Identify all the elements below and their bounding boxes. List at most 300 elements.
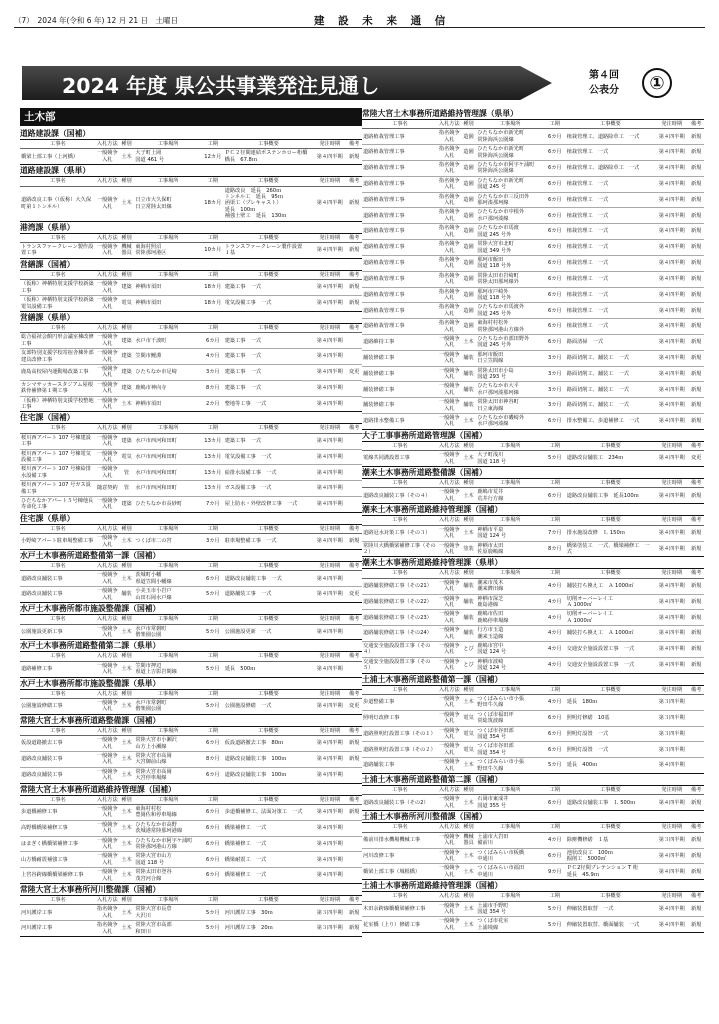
table-cell: つくばみらい市小張 野田牛久線 — [476, 695, 544, 711]
table-cell: 一般競争入札 — [438, 611, 460, 624]
table-cell — [346, 396, 362, 412]
table-row — [362, 287, 704, 303]
table-cell: 路面切削工、舗装工 一式 — [566, 382, 655, 398]
table-cell: （仮称）神栖特別支援学校整地工事 — [21, 397, 94, 410]
column-header: 工期 — [544, 441, 566, 450]
table-cell: 第４四半期 — [655, 176, 688, 192]
table-cell: 6カ月 — [544, 303, 566, 319]
table-cell: 花室橋（上り）修繕工事 — [363, 921, 421, 928]
table-cell: 指名競争入札 — [438, 225, 460, 238]
column-header: 入札方法 — [96, 271, 118, 278]
table-cell: 常陸川大橋橋梁補修工事（その２） — [363, 542, 436, 555]
table-cell: 管 — [119, 481, 135, 497]
column-header: 発注時期 — [313, 140, 346, 149]
table-cell: 6カ月 — [547, 492, 562, 499]
column-header: 工事名 — [20, 615, 96, 624]
table-cell: 路面切削工、舗装工 一式 — [566, 366, 655, 382]
column-header: 備考 — [688, 479, 704, 488]
page-title: 2024 年度 県公共事業発注見通し — [62, 74, 380, 98]
column-header: 工事場所 — [134, 689, 202, 698]
table-cell: 新規 — [688, 287, 704, 303]
table-cell: 道路舗装修繕工事（その22） — [362, 594, 438, 610]
column-header: 種別 — [119, 896, 135, 905]
table-row — [362, 334, 704, 350]
table-cell: 舗装修繕工事 — [362, 366, 438, 382]
column-header: 工事名 — [362, 479, 438, 488]
table-cell: つくばみらい市福田 中通川 — [477, 865, 525, 878]
table-cell: 土木 — [121, 665, 132, 672]
column-header: 工期 — [202, 726, 224, 735]
table-cell: 変更 — [348, 591, 360, 598]
table-cell: 一般競争入札 — [96, 869, 118, 882]
project-table — [20, 524, 362, 550]
table-cell: 一般競争入札 — [438, 902, 460, 915]
table-cell: 一般競争入札 — [96, 662, 118, 676]
table-cell: 常陸大宮市長倉 大沢川 — [134, 905, 202, 921]
table-cell — [346, 481, 362, 497]
column-header: 工事場所 — [476, 786, 544, 795]
badge-text — [580, 68, 628, 98]
table-cell: 5カ月 — [205, 628, 220, 635]
table-cell: 備前川排水機場機械工事 — [362, 832, 438, 848]
table-cell: 8カ月 — [202, 751, 224, 767]
column-header: 工事概要 — [566, 786, 655, 795]
table-cell: 行方市玉造 潮来玉造線 — [476, 626, 544, 642]
table-row — [20, 243, 362, 259]
table-cell: 第４四半期 — [658, 762, 685, 769]
table-cell: 橋梁耐震工 一式 — [224, 852, 313, 868]
column-header: 工事概要 — [224, 524, 313, 533]
column-header: 工事名 — [20, 233, 96, 242]
table-cell: 第４四半期 — [313, 852, 346, 868]
column-header: 備考 — [688, 516, 704, 525]
table-row — [20, 836, 362, 852]
table-cell: 道路植栽管理工事 — [362, 255, 438, 271]
table-cell: ひたちなか市大平 水戸那珂湊那珂線 — [476, 382, 544, 398]
section-heading: 常陸大宮土木事務所道路維持管理課（県単） — [362, 109, 518, 118]
table-cell: 第４四半期 — [313, 380, 346, 396]
column-header: 工事場所 — [476, 569, 544, 578]
column-header: 工期 — [202, 795, 224, 804]
table-cell: 大子町浅川 国道 118 号 — [477, 452, 507, 465]
table-cell: 土木 — [119, 751, 135, 767]
table-cell: 上宮谷跨線橋橋梁補修工事 — [21, 872, 84, 879]
table-cell: 水戸市千波町 — [134, 333, 202, 349]
table-cell: 土木 — [119, 852, 135, 868]
column-header: 種別 — [461, 823, 477, 832]
table-cell: 道路排水整備工事 — [363, 418, 405, 425]
table-cell — [346, 852, 362, 868]
section-heading: 営繕課（県単） — [20, 312, 75, 322]
table-cell: 建築 — [119, 433, 135, 449]
table-header-row — [362, 823, 704, 832]
table-cell: 一般競争入札 — [438, 833, 460, 847]
table-row — [20, 333, 362, 349]
table-cell: ひたちなか市中根外 水戸那珂湊線 — [476, 208, 544, 224]
table-cell: 第４四半期 — [313, 481, 346, 497]
table-cell: 6カ月 — [544, 161, 566, 177]
table-cell: 常陸大宮市高岡 大宮停車場線 — [135, 768, 172, 782]
table-cell: 舗装 — [461, 626, 477, 642]
table-header-row — [362, 892, 704, 901]
table-cell: 12カ月 — [204, 153, 222, 160]
table-cell: 植栽管理工 一式 — [566, 303, 655, 319]
column-header: 種別 — [119, 323, 135, 332]
table-cell: 土木 — [461, 525, 477, 541]
table-header-row — [362, 685, 704, 694]
table-row — [362, 657, 704, 673]
table-cell: 笠間市押辺 県道上吉影岩間線 — [135, 662, 177, 676]
table-cell: 第４四半期 — [316, 771, 343, 778]
table-cell: 第４四半期 — [655, 240, 688, 256]
table-cell: 一般競争入札 — [96, 197, 118, 210]
table-cell: 水戸市西河和田町 — [134, 433, 202, 449]
table-cell: 第４四半期 — [658, 455, 685, 462]
project-table — [20, 689, 362, 715]
table-cell: 新規 — [688, 176, 704, 192]
table-cell: 神栖市深芝 鹿島港線 — [476, 594, 544, 610]
table-cell: 第４四半期 — [655, 192, 688, 208]
table-cell: 水戸市西河和田町 — [134, 465, 202, 481]
column-header: 工事概要 — [566, 569, 655, 578]
table-cell: （仮称）神栖特別支援学校新築工事 — [20, 280, 96, 296]
table-row — [362, 594, 704, 610]
table-cell: 新規 — [688, 129, 704, 145]
column-header: 工事名 — [20, 140, 96, 149]
table-cell: 第４四半期 — [316, 200, 343, 207]
column-header: 工事場所 — [476, 441, 544, 450]
table-cell: 第４四半期 — [655, 610, 688, 626]
table-cell — [688, 726, 704, 742]
table-row — [362, 610, 704, 626]
table-cell: 一般競争入札 — [438, 452, 460, 465]
table-cell: 道路照明灯設置工事（その１） — [362, 726, 438, 742]
column-header: 発注時期 — [313, 896, 346, 905]
table-cell: 変更 — [690, 455, 702, 462]
table-cell: 舗装 — [461, 594, 477, 610]
column-header: 工事概要 — [224, 323, 313, 332]
table-cell: 一般競争入札 — [438, 542, 460, 555]
table-cell: 新規 — [346, 280, 362, 296]
column-header: 種別 — [461, 569, 477, 578]
table-row — [362, 864, 704, 880]
table-cell: 一般競争入札 — [96, 244, 118, 257]
table-cell: 新規 — [688, 224, 704, 240]
table-cell: 一般競争入札 — [96, 768, 118, 782]
table-cell: 一般競争入札 — [96, 365, 118, 379]
table-cell: 第４四半期 — [313, 736, 346, 752]
table-cell: 土木 — [463, 492, 474, 499]
table-cell: 造園 — [461, 224, 477, 240]
table-cell: 第４四半期 — [655, 626, 688, 642]
table-cell: 指名競争入札 — [438, 304, 460, 317]
table-row — [20, 868, 362, 884]
table-cell: 一般競争入札 — [96, 334, 118, 347]
table-cell: 神栖市須田 — [135, 300, 162, 307]
table-cell: 常陸太田市神谷町 日立東海線 — [476, 398, 544, 414]
table-cell: 植栽管理工、道路除草工 一式 — [566, 129, 655, 145]
table-cell: 新規 — [688, 161, 704, 177]
table-cell: 6カ月 — [202, 333, 224, 349]
table-cell: 土木 — [119, 820, 135, 836]
table-cell: 6カ月 — [544, 176, 566, 192]
table-cell — [688, 758, 704, 774]
table-cell: 造園 — [461, 303, 477, 319]
table-cell: 小野崎アパート駐車場整備工事 — [21, 538, 94, 545]
table-header-row — [362, 786, 704, 795]
table-cell: 道路植栽管理工事 — [362, 319, 438, 335]
column-header: 工事場所 — [134, 524, 202, 533]
table-cell: 歩道橋補修工事 — [20, 805, 96, 821]
table-cell: 9カ月 — [547, 868, 562, 875]
table-cell: 道路補修工事 — [21, 665, 53, 672]
table-cell: 道路植栽管理工事 — [362, 287, 438, 303]
column-header: 入札方法 — [96, 425, 118, 432]
column-header: 工期 — [202, 323, 224, 332]
table-row — [20, 820, 362, 836]
table-cell — [346, 661, 362, 677]
table-cell: 6カ月 — [544, 710, 566, 726]
table-cell: 建築工事 一式 — [224, 280, 313, 296]
section-heading: 水戸土木事務所道路整備第二課（県単） — [20, 641, 161, 651]
table-cell: 照明灯設置 一式 — [566, 726, 655, 742]
table-row — [20, 497, 362, 513]
table-cell: 新規 — [688, 255, 704, 271]
table-cell: 新規 — [688, 319, 704, 335]
table-cell — [346, 465, 362, 481]
column-header: 種別 — [119, 424, 135, 433]
table-cell: 東海村村松外 常陸那珂港山方線外 — [476, 319, 544, 335]
project-table — [362, 515, 704, 557]
table-cell: 路面切削工、舗装工 一式 — [566, 350, 655, 366]
table-cell: 第４四半期 — [655, 334, 688, 350]
table-cell: 13カ月 — [202, 433, 224, 449]
column-header: 発注時期 — [655, 685, 688, 694]
column-header: 入札方法 — [438, 121, 460, 127]
table-cell: 新規 — [688, 578, 704, 594]
table-row — [362, 917, 704, 933]
table-cell: 桜川西アパート 107 号棟電気設備工事 — [20, 449, 96, 465]
column-header: 工事概要 — [224, 177, 313, 186]
table-cell: 一般競争入札 — [438, 711, 460, 725]
table-header-row — [362, 569, 704, 578]
table-cell: 4カ月 — [544, 641, 566, 657]
table-row — [20, 661, 362, 677]
table-cell: 伸縮装置取替、橋面舗装 一式 — [566, 921, 640, 928]
table-cell: 新規 — [346, 905, 362, 921]
project-table — [362, 441, 704, 467]
column-header: 工事名 — [362, 569, 438, 578]
column-header: 発注時期 — [313, 233, 346, 242]
table-cell: 第３四半期 — [655, 695, 688, 711]
table-cell: 電気 — [119, 449, 135, 465]
table-cell: 第４四半期 — [316, 665, 343, 672]
table-row — [20, 852, 362, 868]
table-cell: 指名競争入札 — [438, 272, 460, 286]
table-cell: 土木 — [463, 868, 474, 875]
column-header: 備考 — [688, 685, 704, 694]
column-header: 工期 — [202, 896, 224, 905]
column-header: 種別 — [119, 270, 135, 279]
table-cell: 道路冠水対策工事（その３） — [362, 525, 438, 541]
table-cell: 3カ月 — [544, 350, 566, 366]
table-cell: 一般競争入札 — [96, 434, 118, 448]
table-cell: 6カ月 — [544, 145, 566, 161]
table-cell: 一般競争入札 — [96, 281, 118, 294]
column-header: 入札方法 — [96, 727, 118, 734]
table-cell: ひたちなか市新光町 国道 245 号 — [476, 176, 544, 192]
table-cell: 4カ月 — [544, 695, 566, 711]
column-header: 工事概要 — [224, 896, 313, 905]
table-row — [362, 224, 704, 240]
table-cell: 神栖市須田 — [134, 280, 202, 296]
project-table — [20, 726, 362, 784]
table-cell: 建築工事 一式 — [224, 380, 313, 396]
table-cell: 水戸市常磐町 偕楽園公園 — [135, 699, 167, 713]
table-row — [362, 488, 704, 504]
table-cell — [688, 710, 704, 726]
column-header: 種別 — [119, 177, 135, 186]
table-cell: 10カ月 — [204, 247, 222, 254]
table-cell: 新規 — [690, 799, 702, 806]
column-header: 種別 — [461, 892, 477, 901]
column-header: 工事場所 — [134, 323, 202, 332]
table-cell: 新規 — [690, 418, 702, 425]
table-cell: 第４四半期 — [655, 145, 688, 161]
table-cell: 新規 — [688, 208, 704, 224]
table-cell: 新規 — [688, 382, 704, 398]
table-cell: 新規 — [348, 538, 360, 545]
table-cell: 18カ月 — [204, 200, 222, 207]
table-cell: 河川護岸工事 — [20, 905, 96, 921]
section-heading: 潮来土木事務所道路維持管理課（国補） — [362, 505, 503, 515]
table-cell: 仮設道路撤去工事 80ｍ — [224, 736, 313, 752]
table-cell: 池状改良工 100ｍ 掘削工 5000㎥ — [566, 848, 655, 864]
table-cell: 潮来市茂木 潮来鉾田線 — [476, 578, 544, 594]
table-cell: 新規 — [348, 300, 360, 307]
table-row — [20, 186, 362, 221]
table-cell: 鹿嶋市神向寺 — [134, 380, 202, 396]
table-cell: 道路舗装工事 — [363, 762, 395, 769]
section-heading: 潮来土木事務所道路整備課（国補） — [362, 468, 487, 478]
table-row — [362, 255, 704, 271]
table-row — [20, 380, 362, 396]
table-cell — [688, 742, 704, 758]
table-header-row — [362, 120, 704, 129]
table-cell — [346, 571, 362, 587]
table-header-row — [20, 177, 362, 186]
column-header: 工期 — [202, 615, 224, 624]
table-cell: 日立市大久保町 日立常陸太田線 — [135, 197, 172, 210]
column-header: 備考 — [346, 726, 362, 735]
table-cell: 一般競争入札 — [96, 588, 118, 601]
table-cell: つくばみらい市小張 野田牛久線 — [477, 759, 525, 772]
table-cell: とび — [463, 661, 474, 668]
column-header: 工期 — [202, 689, 224, 698]
table-cell: 造園 — [461, 176, 477, 192]
table-cell: 新規 — [688, 240, 704, 256]
table-cell: 河川護岸工事 — [21, 925, 53, 932]
table-cell: 植栽管理工 一式 — [566, 208, 655, 224]
table-cell: 神栖市波崎 国道 124 号 — [477, 658, 507, 672]
table-cell: 6カ月 — [544, 319, 566, 335]
table-cell: ひたちなか市部田野外 国道 245 号外 — [476, 334, 544, 350]
table-cell: 第３四半期 — [655, 742, 688, 758]
table-cell: 新規 — [688, 366, 704, 382]
table-cell: 5カ月 — [547, 455, 562, 462]
section-heading: 水戸土木事務所都市施設整備課（国補） — [20, 604, 161, 614]
column-header: 入札方法 — [96, 616, 118, 623]
column-header: 入札方法 — [438, 787, 460, 794]
table-cell — [346, 868, 362, 884]
table-cell: 道路改良舗装工事 延長100ｍ — [566, 492, 639, 499]
table-cell: 道路植栽管理工事 — [362, 129, 438, 145]
table-cell: 屋上防水・外壁改修工事 一式 — [224, 501, 298, 508]
table-cell: 道路改良舗装工事 — [20, 751, 96, 767]
column-header: 種別 — [119, 140, 135, 149]
table-cell: 橋梁上部工事（上河橋） — [21, 153, 79, 160]
table-cell: 道路植栽管理工事 — [362, 192, 438, 208]
table-cell: 第４四半期 — [313, 449, 346, 465]
column-header: 備考 — [346, 177, 362, 186]
project-table — [20, 795, 362, 884]
table-row — [362, 382, 704, 398]
table-cell: 道路改良舗装工事 100ｍ — [224, 751, 313, 767]
table-cell: 造園 — [461, 240, 477, 256]
column-header: 工事概要 — [224, 424, 313, 433]
column-header: 工事場所 — [476, 120, 544, 129]
column-header: 工事場所 — [476, 479, 544, 488]
table-cell: 3カ月 — [202, 364, 224, 380]
table-row — [362, 578, 704, 594]
project-table — [20, 561, 362, 603]
table-cell: 土木 — [119, 805, 135, 821]
table-cell: 新規 — [346, 751, 362, 767]
table-cell: 交通安全施設設置工事（その４） — [362, 641, 438, 657]
column-header: 入札方法 — [438, 442, 460, 449]
column-header: 工事場所 — [134, 233, 202, 242]
table-cell: 新規 — [688, 832, 704, 848]
table-cell: 照明灯修繕 10基 — [566, 710, 655, 726]
table-row — [362, 129, 704, 145]
table-header-row — [362, 479, 704, 488]
table-cell: 管 — [119, 465, 135, 481]
column-header: 工事場所 — [134, 270, 202, 279]
column-header: 入札方法 — [96, 653, 118, 660]
column-header: 工事場所 — [476, 892, 544, 901]
table-cell: 照明灯設置 一式 — [566, 742, 655, 758]
project-table — [20, 323, 362, 412]
table-cell: 第４四半期 — [655, 224, 688, 240]
table-row — [20, 624, 362, 640]
table-cell: 第４四半期 — [655, 366, 688, 382]
table-cell: 鹿嶋市宮中 国道 124 号 — [476, 641, 544, 657]
table-cell: ガス設備工事 一式 — [224, 481, 313, 497]
table-row — [362, 451, 704, 467]
table-cell: 土木 — [119, 571, 135, 587]
table-cell: 土木 — [121, 153, 132, 160]
table-cell: 新規 — [688, 641, 704, 657]
table-cell: 第３四半期 — [655, 832, 688, 848]
column-header: 種別 — [461, 786, 477, 795]
table-row — [362, 626, 704, 642]
column-header: 発注時期 — [655, 786, 688, 795]
column-header: 工期 — [544, 685, 566, 694]
table-cell: 5カ月 — [547, 762, 562, 769]
table-cell: 道路植栽管理工事 — [362, 271, 438, 287]
table-cell: 6カ月 — [544, 192, 566, 208]
column-header: 工期 — [202, 562, 224, 571]
